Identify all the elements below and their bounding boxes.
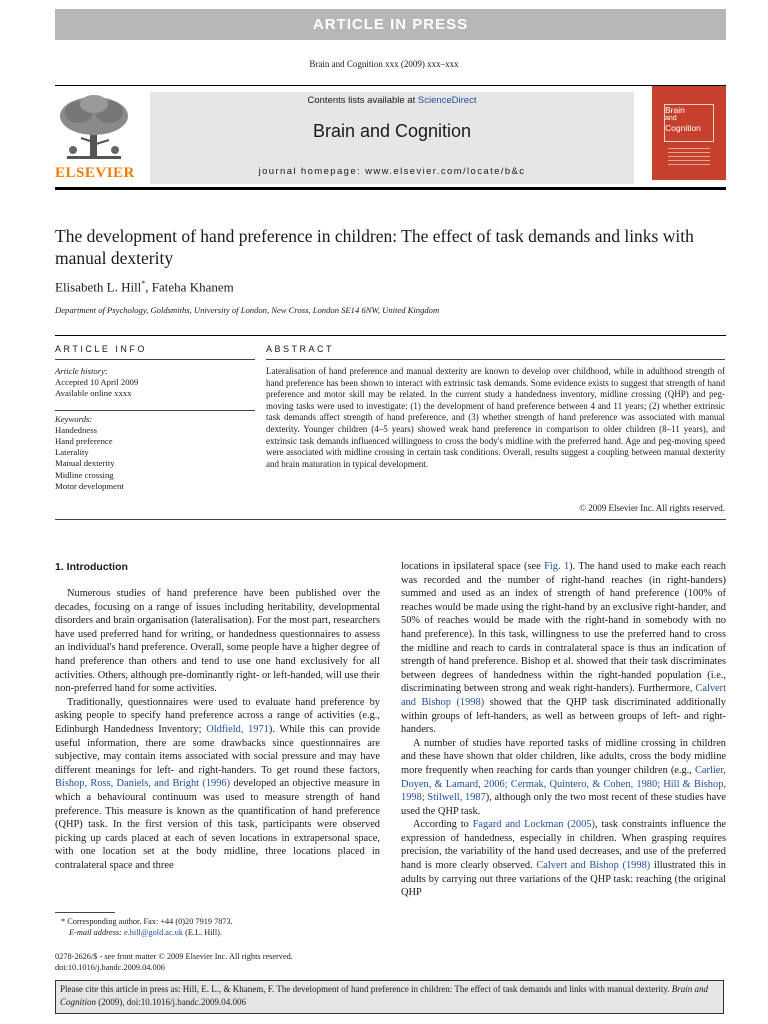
header-top-rule bbox=[55, 85, 726, 86]
paragraph-text: ). The hand used to make each reach was recorded and the number of right-hand reaches (in right-handers) summed and used as an index of strength of hand preference (100% of reaches would be made using the right-hand by an exclusive right-hander, and 50% of reaches would be made with the right-hand in somebody with no hand preference). In this task, willingness to use the preferred hand to cross the midline and reach to cards in contralateral space is thus an indication of strength of hand preference. Bishop et al. showed that their task discriminates between degrees of handedness within the right-handed population (i.e., discriminating between strong and weak right-handers). Furthermore, bbox=[401, 561, 726, 695]
paragraph: Numerous studies of hand preference have been published over the decades, focusing on a range of issues including heritability, developmental disorders and brain organisation (lateralisation). For the most part, researchers have used preferred hand for writing, or handedness questionnaires to assess an individual's hand preference. Overall, some people have a higher degree of hand preference than others and tend to use one hand exclusively for all activities. Others, although pre-dominantly right- or left-handed, will use their non-preferred hand for some activities. bbox=[55, 588, 380, 695]
paragraph bbox=[55, 696, 380, 873]
paragraph-text: locations in ipsilateral space (see bbox=[401, 561, 545, 572]
header-bottom-rule bbox=[55, 187, 726, 190]
contents-line bbox=[150, 95, 634, 106]
paragraph-text: , task constraints influence the expression of handedness, especially in children. When grasping requires precision, the variability of the hand used decreases, and use of the preferred hand is more clearly observed. bbox=[401, 819, 727, 872]
cover-decoration bbox=[668, 148, 710, 168]
citation-link[interactable]: Bishop, Ross, Daniels, and Bright (1996) bbox=[55, 778, 231, 790]
abstract-copyright: © 2009 Elsevier Inc. All rights reserved. bbox=[579, 503, 725, 513]
affiliation: Department of Psychology, Goldsmiths, University of London, New Cross, London SE14 6NW, United Kingdom bbox=[55, 305, 440, 315]
keywords-rule bbox=[55, 410, 255, 411]
paragraph-text: A number of studies have reported tasks of midline crossing in children and these have shown that older children, like adults, cross the body midline more frequently when reaching for cards than younger children (e.g., bbox=[401, 737, 726, 776]
journal-title: Brain and Cognition bbox=[312, 121, 472, 141]
paragraph bbox=[401, 818, 726, 900]
author-separator: , bbox=[145, 279, 152, 295]
keyword[interactable]: Hand preference bbox=[55, 436, 113, 447]
doi-line[interactable]: doi:10.1016/j.bandc.2009.04.006 bbox=[55, 962, 165, 972]
cover-title-line-1: Brain bbox=[665, 105, 685, 115]
journal-reference: Brain and Cognition xxx (2009) xxx–xxx bbox=[309, 59, 459, 69]
paragraph-text: According to bbox=[413, 819, 473, 831]
corresponding-author-mark[interactable]: * bbox=[141, 279, 146, 288]
cover-title-line-2: and bbox=[665, 115, 677, 122]
keyword[interactable]: Laterality bbox=[55, 447, 89, 458]
history-label: Article history: bbox=[55, 366, 108, 376]
abstract-rule bbox=[266, 359, 725, 360]
paragraph-text: showed that the QHP task discriminated additionally within groups of left-handers, as well as between groups of left- and right-handers. bbox=[401, 696, 726, 736]
cover-title bbox=[665, 105, 711, 133]
footnote-rule bbox=[55, 912, 115, 913]
email-line bbox=[55, 928, 380, 939]
journal-homepage[interactable]: journal homepage: www.elsevier.com/locate/b&c bbox=[258, 166, 526, 177]
abstract-heading: ABSTRACT bbox=[266, 344, 335, 354]
author-list bbox=[55, 279, 234, 295]
tree-icon bbox=[55, 92, 133, 164]
body-column-left bbox=[55, 587, 380, 872]
contents-prefix: Contents lists available at bbox=[307, 95, 418, 106]
article-info-heading: ARTICLE INFO bbox=[55, 344, 147, 354]
email-suffix: (E.L. Hill). bbox=[183, 927, 222, 937]
citation-doi: (2009), doi:10.1016/j.bandc.2009.04.006 bbox=[96, 996, 247, 1007]
citation-journal: Brain and Cognition bbox=[60, 984, 709, 1007]
available-online: Available online xxxx bbox=[55, 388, 132, 399]
elsevier-wordmark: ELSEVIER bbox=[55, 165, 135, 181]
author-name[interactable]: Elisabeth L. Hill bbox=[55, 279, 142, 295]
info-divider bbox=[55, 335, 726, 336]
email-label: E-mail address: bbox=[69, 927, 124, 937]
issn-line: 0278-2626/$ - see front matter © 2009 Elsevier Inc. All rights reserved. bbox=[55, 952, 293, 961]
keyword[interactable]: Manual dexterity bbox=[55, 458, 115, 469]
citation-link[interactable]: Oldfield, 1971 bbox=[206, 723, 269, 735]
paragraph-text: developed an objective measure in which a behavioural continuum was used to measure strength of hand preference. This measure is known as the quantification of hand preference (QHP) task. In the first version of this task, participants were observed picking up cards placed at each of seven locations in extrapersonal space, with one location set at the body midline, three locations placed in contralateral space and three bbox=[55, 778, 380, 871]
citation-link[interactable]: Fagard and Lockman (2005) bbox=[472, 819, 595, 831]
corresponding-author-note: * Corresponding author. Fax: +44 (0)20 7919 7873. bbox=[61, 917, 233, 926]
paragraph-text: Traditionally, questionnaires were used to evaluate hand preference by asking people to specify hand preference across a range of activities (e.g., Edinburgh Handedness Inventory; bbox=[55, 696, 380, 735]
citation-link[interactable]: Carlier, Doyen, & Lamard, 2006; Cermak, Quintero, & Cohen, 1980; Hill & Bishop, 1998; Stilwell, 1987 bbox=[401, 764, 726, 804]
sciencedirect-link[interactable]: ScienceDirect bbox=[417, 95, 477, 106]
citation-link[interactable]: Calvert and Bishop (1998) bbox=[401, 683, 726, 708]
abstract-bottom-rule bbox=[55, 519, 726, 520]
citation-box bbox=[55, 980, 724, 1014]
article-info-rule bbox=[55, 359, 255, 360]
author-name[interactable]: Fateha Khanem bbox=[151, 279, 234, 295]
citation-text: Please cite this article in press as: Hill, E. L., & Khanem, F. The development of hand preference in children: The effect of task demands and links with manual dexterity. bbox=[60, 984, 672, 994]
accepted-date: Accepted 10 April 2009 bbox=[55, 377, 139, 388]
journal-cover-image bbox=[652, 86, 726, 180]
body-column-right bbox=[401, 560, 726, 900]
article-title: The development of hand preference in children: The effect of task demands and links with manual dexterity bbox=[55, 226, 694, 268]
front-matter-info bbox=[55, 952, 380, 973]
keyword[interactable]: Midline crossing bbox=[55, 469, 114, 480]
keyword[interactable]: Handedness bbox=[55, 424, 97, 435]
article-in-press-banner: ARTICLE IN PRESS bbox=[55, 9, 726, 40]
keywords-label: Keywords: bbox=[55, 413, 93, 424]
cover-title-line-3: Cognition bbox=[665, 123, 701, 133]
abstract-text: Lateralisation of hand preference and manual dexterity are known to develop over childhood, while in adulthood strength of hand preference has been shown to interact with extrinsic task demands. Some evidence exists to suggest that strength of hand preference and motor skill may be related. In the current study a handedness inventory, midline crossing (QHP) and peg-moving tasks were used to investigate: (1) the development of hand preference between 4 and 11 years; (2) whether extrinsic task demands affect strength of hand preference, and (3) whether strength of hand preference was associated with manual dexterity. Younger children (4–5 years) showed weak hand preference in comparison to older children (8–11 years), and extrinsic task demands influenced willingness to cross the body's midline with the preferred hand. Age and peg-moving speed were associated with midline crossing in certain task conditions. Overall, results suggest a coupling between manual dexterity and brain maturation in typical development. bbox=[266, 366, 725, 469]
figure-link[interactable]: Fig. 1 bbox=[544, 561, 570, 572]
email-link[interactable]: e.hill@gold.ac.uk bbox=[124, 927, 184, 937]
paragraph-text: illustrated this in adults by carrying out three variations of the QHP task: reaching (the original QHP bbox=[401, 860, 726, 899]
paragraph-text: ). While this can provide useful information, there are some drawbacks since questionnaires are subjective, may contain items associated with social pressure and may have different meanings for left- and right-handers. To get round these factors, bbox=[55, 723, 380, 776]
article-info bbox=[55, 366, 255, 492]
keyword[interactable]: Motor development bbox=[55, 480, 124, 491]
footnote bbox=[55, 917, 380, 938]
paragraph bbox=[401, 737, 726, 819]
section-heading-introduction: 1. Introduction bbox=[55, 561, 128, 573]
paragraph-text: ), although only the two most recent of these studies have used the QHP task. bbox=[401, 792, 727, 817]
paragraph bbox=[401, 560, 726, 737]
citation-link[interactable]: Calvert and Bishop (1998) bbox=[536, 860, 651, 872]
